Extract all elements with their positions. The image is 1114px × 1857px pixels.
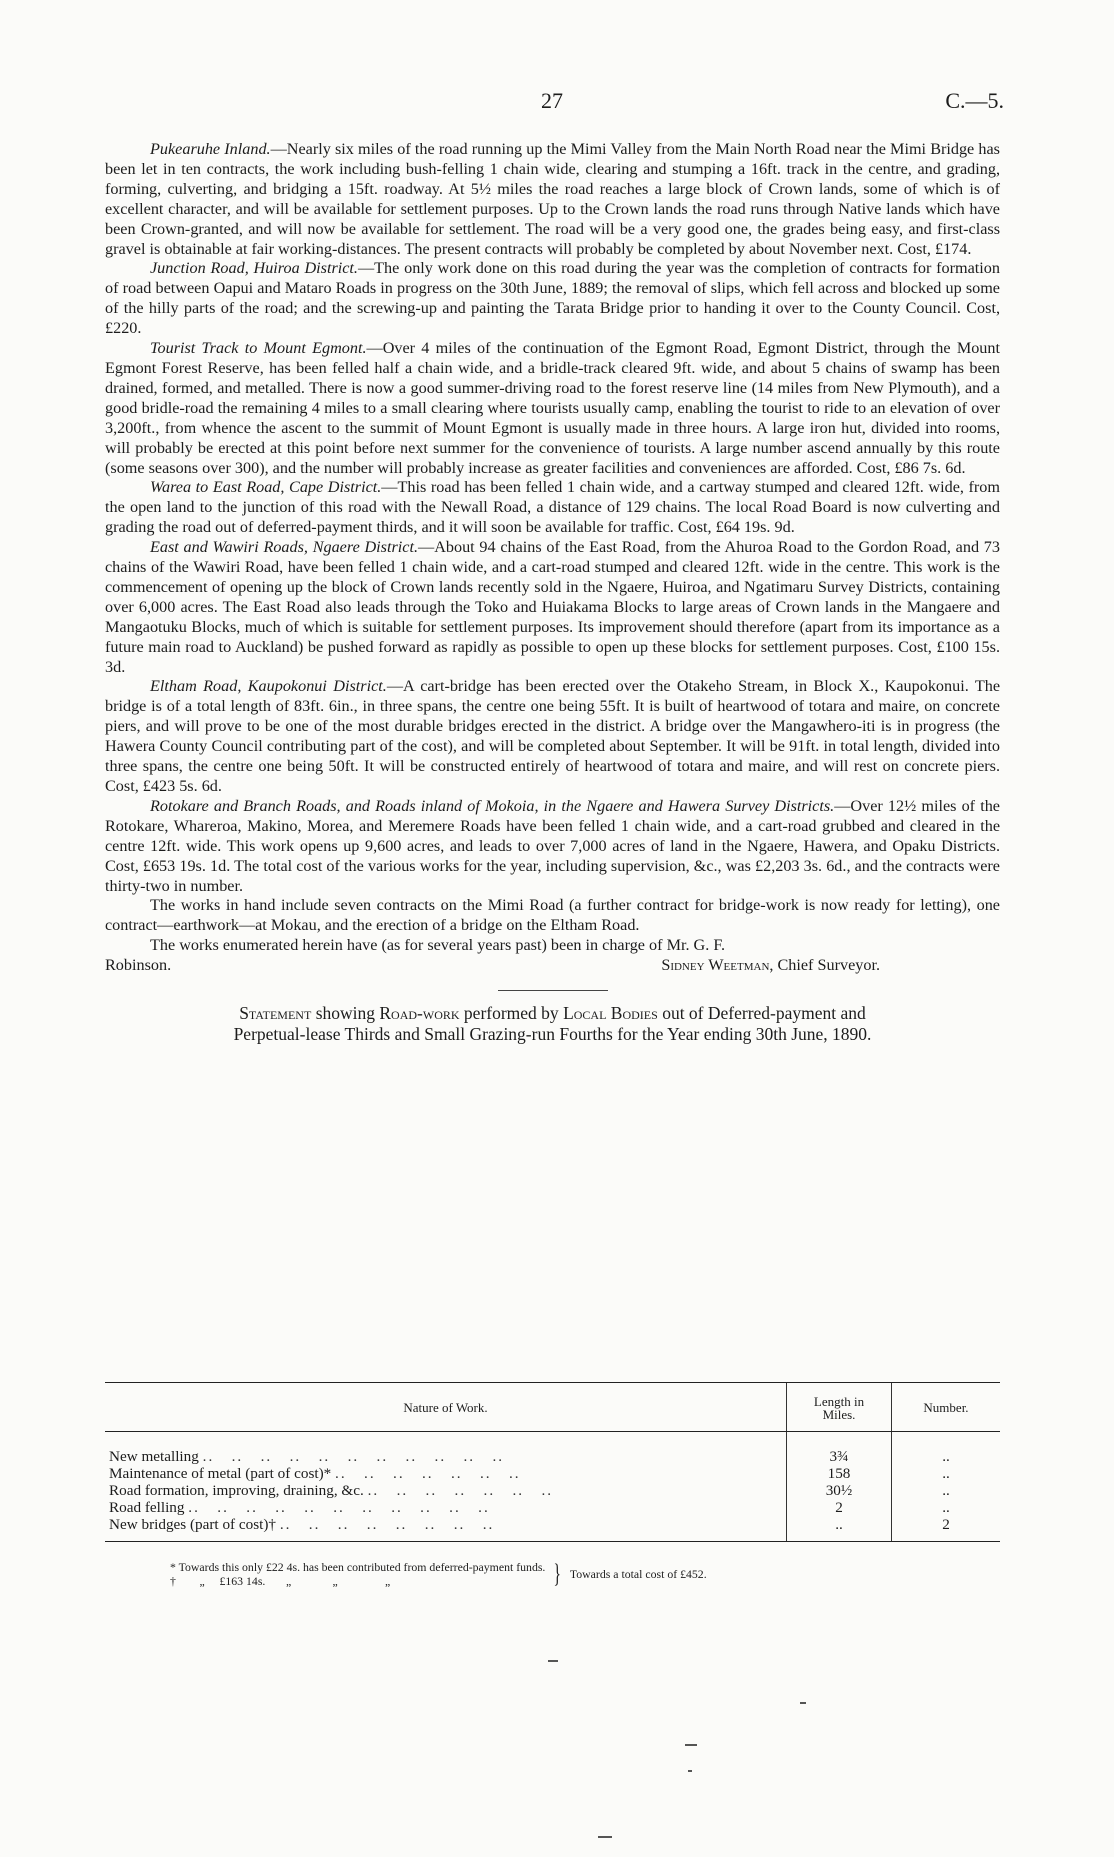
table-header-row [105,1383,1000,1432]
paragraph-title: Rotokare and Branch Roads, and Roads inland of Mokoia, in the Ngaere and Hawera Survey Districts. [150,796,835,815]
table-row [105,1516,1000,1542]
table-spacer [105,1432,1000,1449]
statement-title-part: Local Bodies [563,1003,658,1024]
signature-line [105,956,1000,976]
paragraph-text: —Nearly six miles of the road running up the Mimi Valley from the Main North Road near the Mimi Bridge has been let in ten contracts, the work including bush-felling 1 chain wide, clearing and stumping a 16ft. track in the centre, and grading, forming, culverting, and bridging a 15ft. roadway. At 5½ miles the road reaches a large block of Crown lands, some of which is of excellent character, and will be available for settlement purposes. Up to the Crown lands the road runs through Native lands which have been Crown-granted, and will now be available for settlement. The road will be a very good one, the grades being easy, and first-class gravel is obtainable at fair working-distances. The present contracts will probably be completed by about November next. Cost, £174. [105,140,1000,258]
scan-mark [548,1660,558,1662]
statement-title-line2: Perpetual-lease Thirds and Small Grazing-run Fourths for the Year ending 30th June, 1890. [233,1024,872,1045]
scan-mark [800,1702,806,1704]
road-work-table [105,1382,1000,1542]
page-number: 27 [541,88,563,113]
statement-title [105,1003,1000,1024]
brace-icon: } [553,1559,562,1588]
paragraph-text: The works in hand include seven contracts on the Mimi Road (a further contract for bridge-work is now ready for letting), one contract—earthwork—at Mokau, and the erection of a bridge on the Eltham Road. [105,896,1000,935]
row-nature [105,1516,787,1542]
leader-dots: .. .. .. .. .. .. .. [335,1465,521,1482]
statement-title-lead: Statement [239,1003,312,1024]
paragraph-pukearuhe-inland [105,140,1000,259]
header-length [787,1383,892,1432]
table-row [105,1499,1000,1516]
row-nature-text: New metalling [109,1448,199,1465]
header-nature: Nature of Work. [105,1383,787,1432]
paragraph-title: Junction Road, Huiroa District. [150,259,358,278]
paragraph-title: Tourist Track to Mount Egmont. [150,339,367,358]
row-nature [105,1448,787,1465]
paragraph-works-enumerated [105,936,1000,956]
statement-title-part: performed by [459,1003,564,1024]
signature-left: Robinson. [105,956,172,975]
paragraph-text: —Over 12½ miles of the Rotokare, Whareroa, Makino, Morea, and Meremere Roads have been felled 1 chain wide, and a cart-road grubbed and cleared in the centre 12ft. wide. This work opens up 9,600 acres, and leads to over 7,000 acres of land in the Ngaere, Hawera, and Opaku Districts. Cost, £653 19s. 1d. The total cost of the various works for the year, including supervision, &c., was £2,203 3s. 6d., and the contracts were thirty-two in number. [105,796,1000,895]
row-nature [105,1482,787,1499]
row-nature [105,1499,787,1516]
document-code: C.—5. [945,88,1004,113]
row-nature-text: Maintenance of metal (part of cost)* [109,1465,332,1482]
paragraph-tourist-track [105,339,1000,478]
leader-dots: .. .. .. .. .. .. .. .. .. .. .. [188,1499,490,1516]
paragraph-text: The works enumerated herein have (as for several years past) been in charge of Mr. G. F. [150,936,726,955]
paragraph-junction-road [105,259,1000,339]
paragraph-east-wawiri-roads [105,538,1000,677]
row-length: 158 [787,1465,892,1482]
paragraph-eltham-road [105,677,1000,796]
leader-dots: .. .. .. .. .. .. .. .. [279,1516,495,1533]
paragraph-works-in-hand [105,896,1000,936]
footnote-2: † „ £163 14s. „ „ „ [170,1574,391,1588]
statement-title-part: showing [311,1003,380,1024]
footnote-right: Towards a total cost of £452. [569,1566,707,1581]
row-length: 3¾ [787,1448,892,1465]
paragraph-text: —The only work done on this road during the year was the completion of contracts for formation of road between Oapui and Mataro Roads in progress on the 30th June, 1889; the removal of slips, which fell across and blocked up some of the hilly parts of the road; and the screwing-up and painting the Tarata Bridge prior to handing it over to the County Council. Cost, £220. [105,259,1000,338]
statement-title-part: out of Deferred-payment and [657,1003,866,1024]
footnote-block [170,1560,870,1588]
paragraph-text: —This road has been felled 1 chain wide, and a cartway stumped and cleared 12ft. wide, from the open land to the junction of this road with the Newall Road, a distance of 129 chains. The local Road Board is now culverting and grading the road out of deferred-payment thirds, and it will soon be available for traffic. Cost, £64 19s. 9d. [105,478,1000,537]
row-length: 30½ [787,1482,892,1499]
paragraph-text: —Over 4 miles of the continuation of the Egmont Road, Egmont District, through the Mount Egmont Forest Reserve, has been felled half a chain wide, and a bridle-track cleared 9ft. wide, and about 5 chains of swamp has been drained, formed, and metalled. There is now a good summer-driving road to the forest reserve line (14 miles from New Plymouth), and a good bridle-road the remaining 4 miles to a small clearing where tourists usually camp, enabling the tourist to ride to an elevation of over 3,200ft., from whence the ascent to the summit of Mount Egmont is usually made in three hours. A large iron hut, divided into rooms, will probably be erected at this point before next summer for the convenience of tourists. A large number ascend annually by this route (some seasons over 300), and the number will probably increase as greater facilities and conveniences are afforded. Cost, £86 7s. 6d. [105,339,1000,477]
leader-dots: .. .. .. .. .. .. .. [367,1482,554,1499]
footnote-lines [170,1560,545,1588]
table-row [105,1448,1000,1465]
row-length: 2 [787,1499,892,1516]
paragraph-warea-road [105,478,1000,538]
row-nature-text: New bridges (part of cost)† [109,1516,277,1533]
table-row [105,1482,1000,1499]
page-header [100,88,1004,118]
header-length-line2: Miles. [822,1407,856,1422]
table-row [105,1465,1000,1482]
row-number: .. [892,1448,1001,1465]
paragraph-title: Pukearuhe Inland. [150,140,271,158]
paragraph-rotokare-roads [105,797,1000,897]
table-footnotes [170,1560,870,1588]
signature-block [661,956,880,976]
header-number: Number. [892,1383,1001,1432]
row-number: .. [892,1482,1001,1499]
scan-mark [685,1744,697,1746]
paragraph-title: Warea to East Road, Cape District. [150,478,382,497]
row-nature-text: Road formation, improving, draining, &c. [109,1482,364,1499]
leader-dots: .. .. .. .. .. .. .. .. .. .. .. [202,1448,505,1465]
scan-mark [688,1770,692,1772]
footnote-1: * Towards this only £22 4s. has been contributed from deferred-payment funds. [170,1560,546,1574]
section-divider [498,990,608,991]
row-length: .. [787,1516,892,1542]
row-number: .. [892,1499,1001,1516]
header-length-line1: Length in [813,1394,865,1409]
report-body [105,140,1000,1045]
row-nature [105,1465,787,1482]
paragraph-title: Eltham Road, Kaupokonui District. [150,677,387,696]
signature-role: , Chief Surveyor. [769,956,880,975]
statement-title-part: Road-work [379,1003,460,1024]
paragraph-text: —A cart-bridge has been erected over the Otakeho Stream, in Block X., Kaupokonui. The bridge is of a total length of 83ft. 6in., in three spans, the centre one being 55ft. It is built of heartwood of totara and maire, on concrete piers, and will prove to be one of the most durable bridges erected in the district. A bridge over the Mangawhero-iti is in progress (the Hawera County Council contributing part of the cost), and will be completed about September. It will be 91ft. in total length, divided into three spans, the centre one being 50ft. It will be constructed entirely of heartwood of totara and maire, and will rest on concrete piers. Cost, £423 5s. 6d. [105,677,1001,795]
scan-mark [598,1836,612,1838]
row-number: .. [892,1465,1001,1482]
signature-name: Sidney Weetman [661,956,770,975]
row-nature-text: Road felling [109,1499,185,1516]
row-number: 2 [892,1516,1001,1542]
paragraph-text: —About 94 chains of the East Road, from the Ahuroa Road to the Gordon Road, and 73 chains of the Wawiri Road, have been felled 1 chain wide, and a cart-road stumped and cleared 12ft. wide in the centre. This work is the commencement of opening up the block of Crown lands recently sold in the Ngaere, Huiroa, and Ngatimaru Survey Districts, containing over 6,000 acres. The East Road also leads through the Toko and Huiakama Blocks to large areas of Crown lands in the Mangaere and Mangaotuku Blocks, much of which is suitable for settlement purposes. Its improvement should therefore (apart from its importance as a future main road to Auckland) be pushed forward as rapidly as possible to open up these blocks for settlement purposes. Cost, £100 15s. 3d. [105,538,1000,676]
paragraph-title: East and Wawiri Roads, Ngaere District. [150,538,418,557]
